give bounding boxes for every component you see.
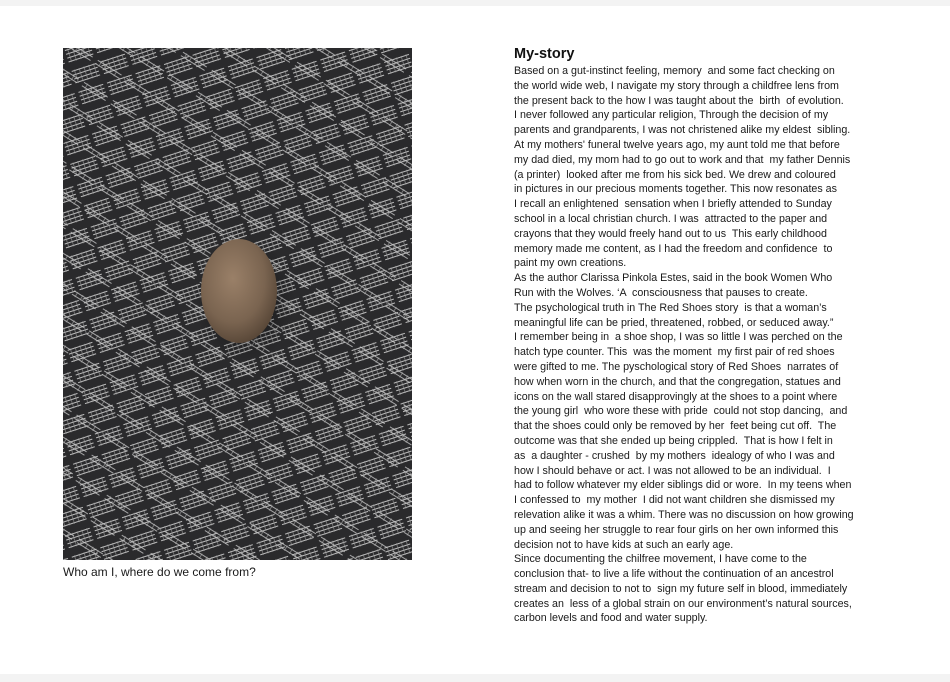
body-line: were gifted to me. The pyschological story of Red Shoes narrates of <box>514 360 839 373</box>
body-line: creates an less of a global strain on our environment’s natural sources, <box>514 597 852 610</box>
egg-photo <box>63 48 412 560</box>
body-line: Based on a gut-instinct feeling, memory and some fact checking on <box>514 65 835 77</box>
body-line: crayons that they would freely hand out to us This early childhood <box>514 227 827 240</box>
article-title: My-story <box>514 46 575 62</box>
egg-on-fabric-image <box>63 48 412 560</box>
body-line: (a printer) looked after me from his sick bed. We drew and coloured <box>514 168 836 181</box>
body-line: the present back to the how I was taught about the birth of evolution. <box>514 94 844 107</box>
body-line: as a daughter - crushed by my mothers idealogy of who I was and <box>514 449 835 462</box>
body-line: conclusion that- to live a life without the continuation of an ancestrol <box>514 568 834 581</box>
body-line: carbon levels and food and water supply. <box>514 612 708 625</box>
body-line: parents and grandparents, I was not christened alike my eldest sibling. <box>514 124 851 137</box>
body-line: up and seeing her struggle to rear four girls on her own informed this <box>514 523 839 536</box>
body-line: the young girl who wore these with pride could not stop dancing, and <box>514 405 848 418</box>
body-line: how when worn in the church, and that the congregation, statues and <box>514 375 841 388</box>
body-line: I recall an enlightened sensation when I briefly attended to Sunday <box>514 198 832 211</box>
article-body <box>514 64 924 626</box>
body-line: The psychological truth in The Red Shoes story is that a woman’s <box>514 301 827 314</box>
body-line: the world wide web, I navigate my story through a childfree lens from <box>514 79 839 92</box>
body-line: relevation alike it was a whim. There was no discussion on how growing <box>514 508 854 521</box>
egg-icon <box>201 239 277 343</box>
body-line: memory made me content, as I had the freedom and confidence to <box>514 242 833 255</box>
body-line: outcome was that she ended up being crippled. That is how I felt in <box>514 434 833 447</box>
body-line: decision not to have kids at such an early age. <box>514 538 734 551</box>
body-line: As the author Clarissa Pinkola Estes, said in the book Women Who <box>514 272 833 285</box>
body-line: icons on the wall stared disapprovingly at the shoes to a point where <box>514 390 838 403</box>
body-line: Since documenting the chilfree movement, I have come to the <box>514 553 807 566</box>
body-line: I remember being in a shoe shop, I was so little I was perched on the <box>514 331 843 344</box>
body-line: in pictures in our precious moments together. This now resonates as <box>514 183 837 196</box>
body-line: I never followed any particular religion, Through the decision of my <box>514 109 829 122</box>
body-line: how I should behave or act. I was not allowed to be an individual. I <box>514 464 831 477</box>
body-line: that the shoes could only be removed by her feet being cut off. The <box>514 420 837 433</box>
document-page <box>0 6 950 674</box>
body-line: I confessed to my mother I did not want children she dismissed my <box>514 494 835 507</box>
photo-caption: Who am I, where do we come from? <box>63 565 256 579</box>
body-line: meaningful life can be pried, threatened, robbed, or seduced away.” <box>514 316 834 329</box>
body-line: Run with the Wolves. ‘A consciousness that pauses to create. <box>514 286 808 299</box>
body-line: At my mothers' funeral twelve years ago, my aunt told me that before <box>514 138 840 151</box>
body-line: stream and decision to not to sign my future self in blood, immediately <box>514 582 848 595</box>
body-line: hatch type counter. This was the moment my first pair of red shoes <box>514 346 835 359</box>
body-line: had to follow whatever my elder siblings did or wore. In my teens when <box>514 479 852 492</box>
body-line: school in a local christian church. I was attracted to the paper and <box>514 212 828 225</box>
body-line: paint my own creations. <box>514 257 627 270</box>
body-line: my dad died, my mom had to go out to work and that my father Dennis <box>514 153 851 166</box>
